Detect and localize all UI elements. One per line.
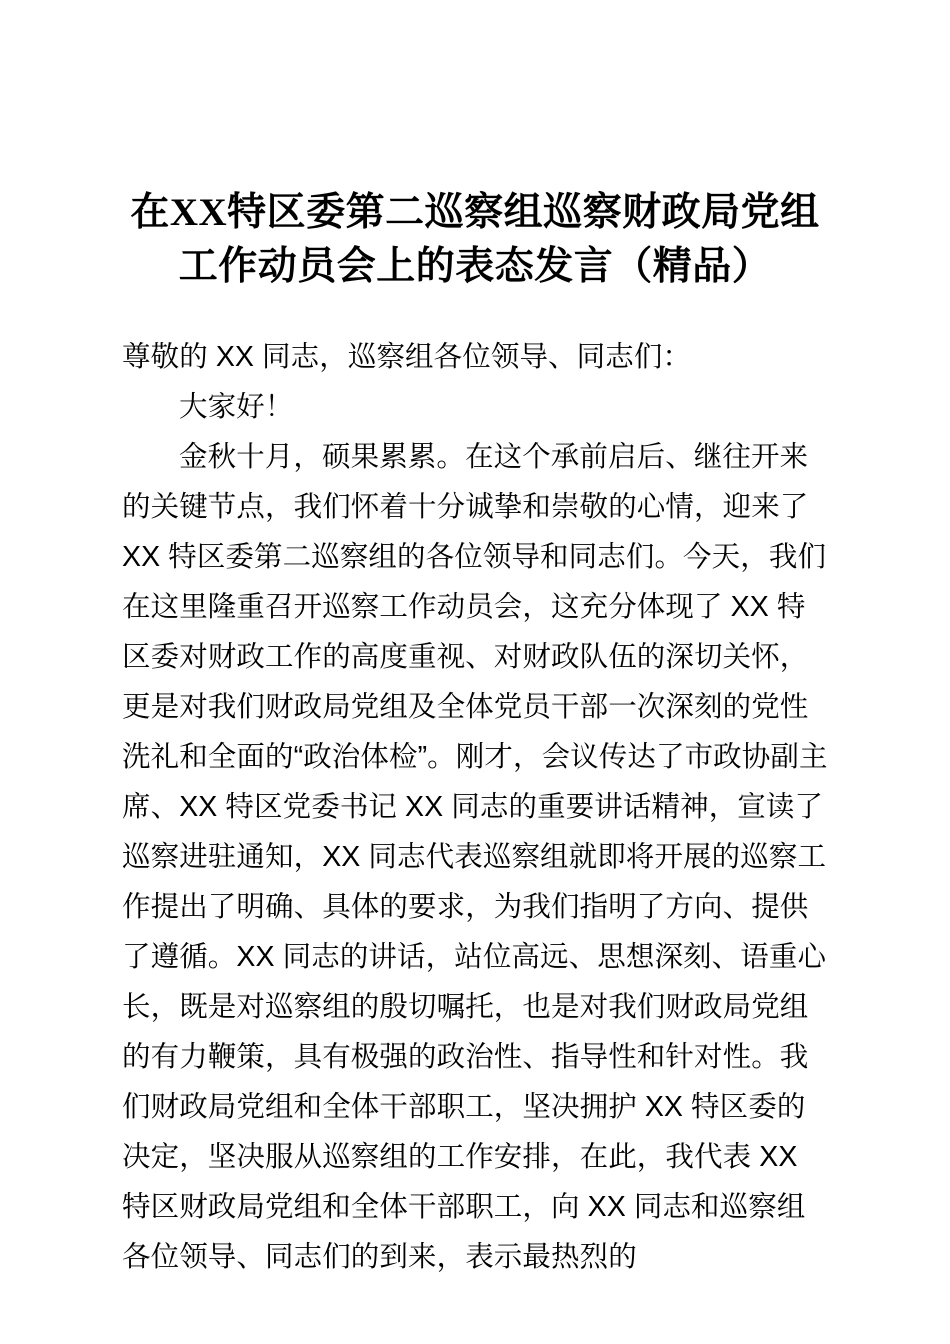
page-title-line-1: 在XX特区委第二巡察组巡察财政局党组 [130,191,820,234]
paragraph-salutation: 尊敬的 XX 同志，巡察组各位领导、同志们： [122,341,692,373]
document-body [122,332,828,1282]
page-title [122,186,828,294]
paragraph-greeting: 大家好！ [179,391,294,423]
page-title-line-2: 工作动员会上的表态发言（精品） [178,245,772,288]
paragraph-opening-body: 金秋十月，硕果累累。在这个承前启后、继往开来的关键节点，我们怀着十分诚挚和崇敬的心情，迎来了 XX 特区委第二巡察组的各位领导和同志们。今天，我们在这里隆重召开巡察工作动员会，这充分体现了 XX 特区委对财政工作的高度重视、对财政队伍的深切关怀，更是对我们财政局党组及全体党员干部一次深刻的党性洗礼和全面的“政治体检”。刚才，会议传达了市政协副主席、XX 特区党委书记 XX 同志的重要讲话精神，宣读了巡察进驻通知，XX 同志代表巡察组就即将开展的巡察工作提出了明确、具体的要求，为我们指明了方向、提供了遵循。XX 同志的讲话，站位高远、思想深刻、语重心长，既是对巡察组的殷切嘱托，也是对我们财政局党组的有力鞭策，具有极强的政治性、指导性和针对性。我们财政局党组和全体干部职工，坚决拥护 XX 特区委的决定，坚决服从巡察组的工作安排，在此，我代表 XX 特区财政局党组和全体干部职工，向 XX 同志和巡察组各位领导、同志们的到来，表示最热烈的 [122,441,828,1273]
